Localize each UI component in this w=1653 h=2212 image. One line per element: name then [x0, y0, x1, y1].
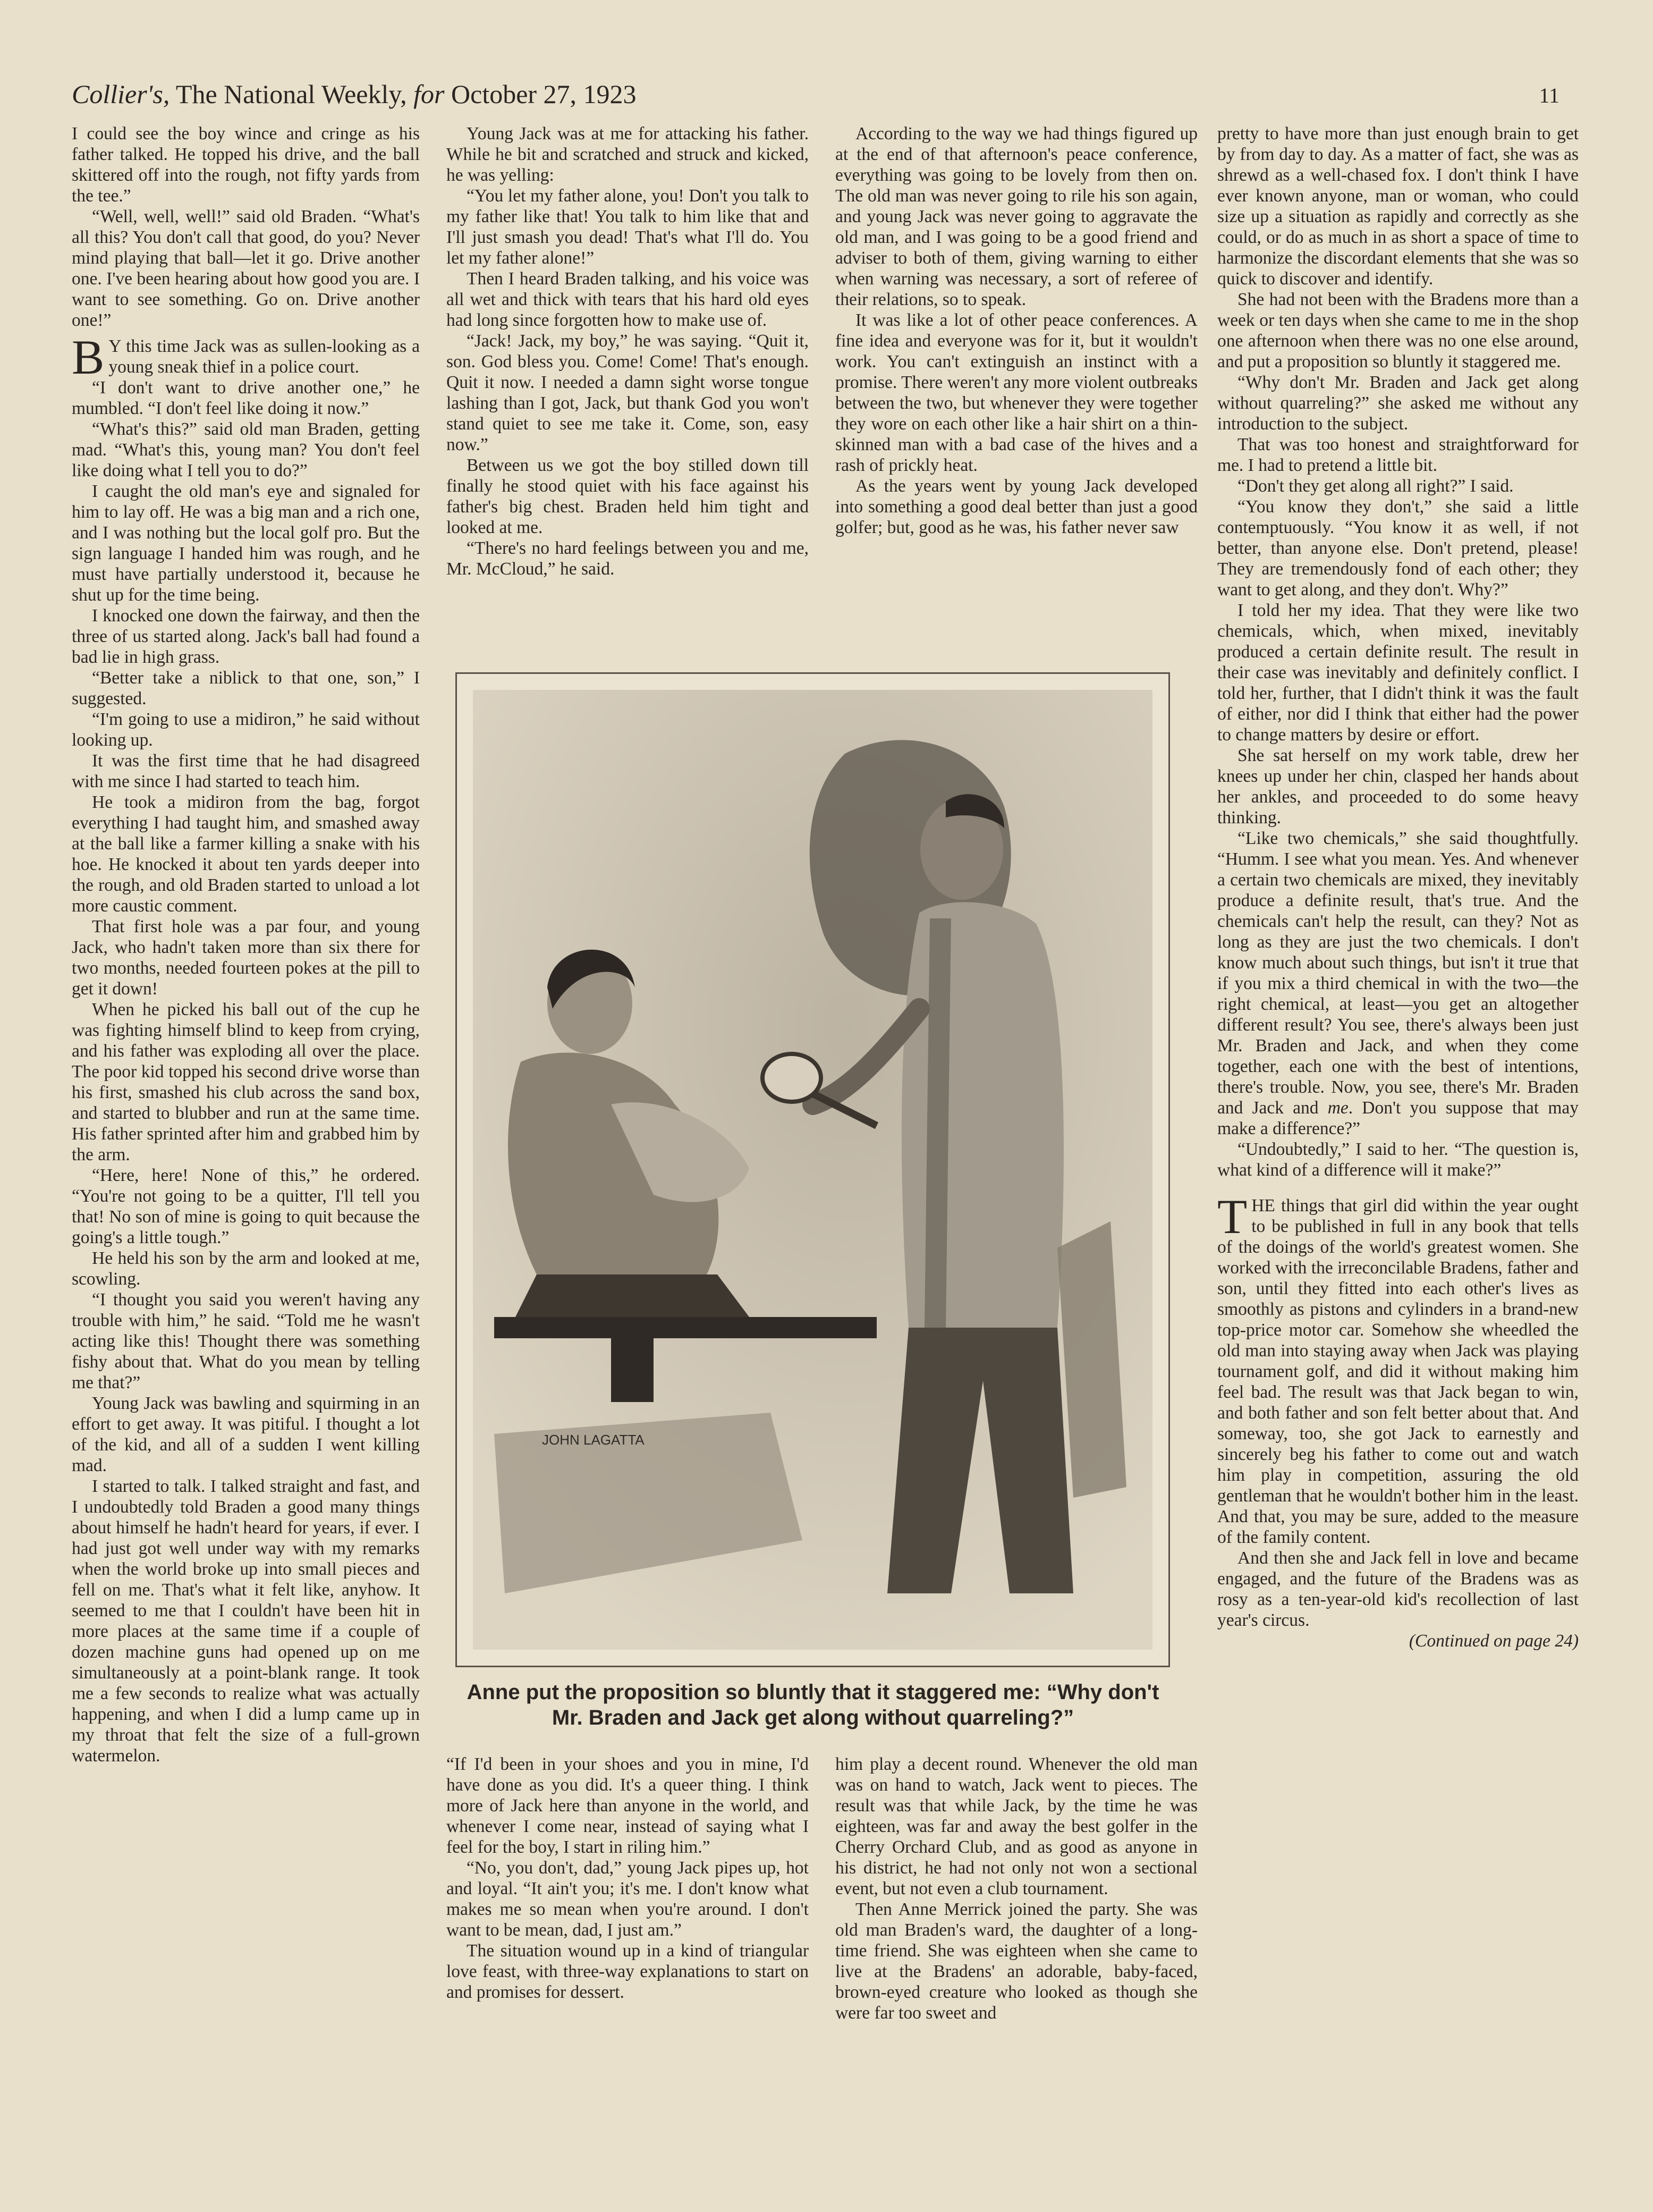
paragraph: Then I heard Braden talking, and his voice was all wet and thick with tears that his hard old eyes had long since forgotten how to make use of. [446, 269, 809, 330]
magazine-subtitle: The National Weekly, [169, 79, 414, 109]
paragraph: He held his son by the arm and looked at me, scowling. [72, 1248, 420, 1289]
paragraph-text: “Like two chemicals,” she said thoughtfully. “Humm. I see what you mean. Yes. And whenever a certain two chemicals are mixed, they inevitably produce a definite result, that's true. And the chemicals can't help the result, can they? Not as long as they are just the two chemicals. I don't know much about such things, but isn't it true that if you mix a third chemical in with the two—the right chemical, at least—you get an altogether different result? You see, there's always been just Mr. Braden and Jack, and when they come together, each one with the best of intentions, there's trouble. Now, you see, there's Mr. Braden and Jack and [1217, 829, 1579, 1118]
paragraph: Then Anne Merrick joined the party. She was old man Braden's ward, the daughter of a long-time friend. She was eighteen when she came to live at the Bradens' an adorable, baby-faced, brown-eyed creature who looked as though she were far too sweet and [835, 1899, 1198, 2023]
paragraph: It was the first time that he had disagreed with me since I had started to teach him. [72, 751, 420, 791]
magazine-title [72, 79, 637, 109]
bench-top [494, 1317, 877, 1338]
continued-note: (Continued on page 24) [1409, 1631, 1579, 1651]
paragraph: “Here, here! None of this,” he ordered. “You're not going to be a quitter, I'll tell you that! No son of mine is going to quit because the going's a little tough.” [72, 1166, 420, 1247]
paragraph: Young Jack was at me for attacking his father. While he bit and scratched and struck and kicked, he was yelling: [446, 124, 809, 185]
page-number: 11 [1539, 83, 1559, 107]
paragraph: That was too honest and straightforward for me. I had to pretend a little bit. [1217, 435, 1579, 475]
paragraph: “I'm going to use a midiron,” he said without looking up. [72, 710, 420, 750]
paragraph: “There's no hard feelings between you and me, Mr. McCloud,” he said. [446, 538, 809, 579]
paragraph-dropcap [1217, 1189, 1579, 1548]
paragraph: That first hole was a par four, and young Jack, who hadn't taken more than six there for two months, needed fourteen pokes at the pill to get it down! [72, 917, 420, 999]
paragraph: “What's this?” said old man Braden, getting mad. “What's this, young man? You don't feel like doing what I tell you to do?” [72, 419, 420, 480]
paragraph: He took a midiron from the bag, forgot everything I had taught him, and smashed away at the ball like a farmer killing a snake with his hoe. He knocked it about ten yards deeper into the rough, and old Braden started to unload a lot more caustic comment. [72, 792, 420, 916]
paragraph: I started to talk. I talked straight and fast, and I undoubtedly told Braden a good many things about himself he hadn't heard for years, if ever. I had just got well under way with my remarks when the world broke up into small pieces and fell on me. That's what it felt like, anyhow. It seemed to me that I couldn't have been hit in more places at the same time if a couple of dozen machine guns had opened up on me simultaneously at a point-blank range. It took me a few seconds to realize what was actually happening, and when I did a lump came up in my throat that felt the size of a full-grown watermelon. [72, 1476, 420, 1766]
column-1 [72, 123, 420, 2100]
club-face [762, 1054, 821, 1102]
paragraph: pretty to have more than just enough brain to get by from day to day. As a matter of fact, she was as shrewd as a well-chased fox. I don't think I have ever known anyone, man or woman, who could size up a situation as rapidly and correctly as she could, or do as much in as short a space of time to harmonize the discordant elements that she was so quick to discover and identify. [1217, 124, 1579, 289]
paragraph: “You let my father alone, you! Don't you talk to my father like that! You talk to him like that and I'll just smash you dead! That's what I'll do. You let my father alone!” [446, 186, 809, 268]
work-table [515, 1274, 749, 1317]
paragraph: “I don't want to drive another one,” he mumbled. “I don't feel like doing it now.” [72, 378, 420, 418]
paragraph: I could see the boy wince and cringe as his father talked. He topped his drive, and the ball skittered off into the rough, not fifty yards from the tee.” [72, 124, 420, 206]
italic-word: me [1327, 1098, 1349, 1118]
paragraph: When he picked his ball out of the cup he was fighting himself blind to keep from crying, and his father was exploding all over the place. The poor kid topped his second drive worse than his first, smashed his club across the sand box, and started to blubber and run at the same time. His father sprinted after him and grabbed him by the arm. [72, 1000, 420, 1164]
illustration-frame [455, 672, 1170, 1667]
for-word: for [413, 79, 445, 109]
paragraph: Young Jack was bawling and squirming in an effort to get away. It was pitiful. I thought a lot of the kid, and all of a sudden I went killing mad. [72, 1394, 420, 1475]
paragraph: I caught the old man's eye and signaled for him to lay off. He was a big man and a rich one, and I was nothing but the local golf pro. But the sign language I handed him was rough, and he must have partially understood it, because he shut up for the time being. [72, 482, 420, 605]
paragraph: “Jack! Jack, my boy,” he was saying. “Quit it, son. God bless you. Come! Come! That's enough. Quit it now. I needed a damn sight worse tongue lashing than I got, Jack, but thank God you won't stand quiet to see me take it. Come, son, easy now.” [446, 331, 809, 454]
column-2-bottom [446, 1754, 809, 2099]
magazine-name: Collier's, [72, 79, 170, 109]
paragraph-dropcap [72, 330, 420, 384]
column-4 [1217, 123, 1579, 2100]
paragraph: “Better take a niblick to that one, son,” I suggested. [72, 668, 420, 708]
paragraph: Between us we got the boy stilled down till finally he stood quiet with his face against his father's big chest. Braden held him tight and looked at me. [446, 455, 809, 537]
illustration-drawing [473, 690, 1152, 1650]
column-3-top [835, 123, 1198, 655]
paragraph: “You know they don't,” she said a little contemptuously. “You know it as well, if not better, than anyone else. Don't pretend, please! They are tremendously fond of each other; they want to get along, and they don't. Why?” [1217, 497, 1579, 600]
paragraph-text: . Don't you suppose that may make a difference?” [1217, 1098, 1579, 1138]
paragraph-text: HE things that girl did within the year ought to be published in full in any book that tells of the doings of the world's greatest women. She worked with the irreconcilable Bradens, father and son, until they fitted into each other's lives as smoothly as pistons and cylinders in a brand-new top-price motor car. Somehow she wheedled the old man into staying away when Jack was playing tournament golf, and did it without making him feel bad. The result was that Jack began to win, and both father and son felt better about that. And someway, too, she got Jack to earnestly and sincerely beg his father to come out and watch him play in competition, assuring the old gentleman that he wouldn't bother him in the least. And that, you may be sure, added to the measure of the family content. [1217, 1196, 1579, 1547]
paragraph: The situation wound up in a kind of triangular love feast, with three-way explanations to start on and promises for dessert. [446, 1941, 809, 2002]
paragraph: “Undoubtedly,” I said to her. “The question is, what kind of a difference will it make?” [1217, 1139, 1579, 1180]
paragraph: “No, you don't, dad,” young Jack pipes up, hot and loyal. “It ain't you; it's me. I don't know what makes me so mean when you're around. I don't want to be mean, dad, I just am.” [446, 1858, 809, 1940]
column-2-top [446, 123, 809, 655]
paragraph: him play a decent round. Whenever the old man was on hand to watch, Jack went to pieces. The result was that while Jack, by the time he was eighteen, was far and away the best golfer in the Cherry Orchard Club, and as good as anyone in his district, he had not only not won a sectional event, but not even a club tournament. [835, 1754, 1198, 1898]
vise [611, 1338, 654, 1402]
paragraph: I knocked one down the fairway, and then the three of us started along. Jack's ball had found a bad lie in high grass. [72, 606, 420, 667]
paragraph: “Why don't Mr. Braden and Jack get along without quarreling?” she asked me without any introduction to the subject. [1217, 373, 1579, 434]
artist-signature: JOHN LAGATTA [542, 1432, 645, 1448]
paragraph: “I thought you said you weren't having any trouble with him,” he said. “Told me he wasn't acting like this! Thought there was something fishy about that. What do you mean by telling me that?” [72, 1290, 420, 1392]
drop-cap-letter: T [1217, 1189, 1248, 1244]
paragraph: As the years went by young Jack developed into something a good deal better than just a good golfer; but, good as he was, his father never saw [835, 476, 1198, 537]
paragraph [1217, 828, 1579, 1139]
paragraph: And then she and Jack fell in love and became engaged, and the future of the Bradens was as rosy as a ten-year-old kid's recollection of last year's circus. [1217, 1548, 1579, 1630]
column-3-bottom [835, 1754, 1198, 2099]
paragraph-text: Y this time Jack was as sullen-looking as a young sneak thief in a police court. [108, 336, 420, 377]
paragraph: She had not been with the Bradens more than a week or ten days when she came to me in the shop one afternoon when there was no one else around, and put a proposition so bluntly it staggered me. [1217, 290, 1579, 372]
illustration-caption: Anne put the proposition so bluntly that it staggered me: “Why don't Mr. Braden and Jack get along without quarreling?” [467, 1681, 1159, 1729]
paragraph: She sat herself on my work table, drew her knees up under her chin, clasped her hands about her ankles, and proceeded to do some heavy thinking. [1217, 746, 1579, 828]
drop-cap-letter: B [72, 330, 105, 384]
paragraph: According to the way we had things figured up at the end of that afternoon's peace conference, everything was going to be lovely from then on. The old man was never going to rile his son again, and young Jack was never going to aggravate the old man, and I was going to be a good friend and adviser to both of them, giving warning to either when warning was necessary, a sort of referee of their relations, so to speak. [835, 124, 1198, 309]
issue-date: October 27, 1923 [444, 79, 637, 109]
paragraph: “Don't they get along all right?” I said. [1237, 476, 1514, 496]
paragraph: It was like a lot of other peace conferences. A fine idea and everyone was for it, but it wouldn't work. You can't extinguish an instinct with a promise. There weren't any more violent outbreaks between the two, but whenever they were together they wore on each other like a hair shirt on a thin-skinned man with a bad case of the hives and a rash of prickly heat. [835, 310, 1198, 475]
paragraph: “If I'd been in your shoes and you in mine, I'd have done as you did. It's a queer thing. I think more of Jack here than anyone in the world, and whenever I come near, instead of saying what I feel for the boy, I start in riling him.” [446, 1754, 809, 1857]
paragraph: I told her my idea. That they were like two chemicals, which, when mixed, inevitably produced a certain definite result. The result in their case was inevitably and definitely conflict. I told her, further, that I didn't think it was the fault of either, nor did I think that either had the power to change matters by desire or effort. [1217, 601, 1579, 745]
running-header [72, 79, 1559, 117]
paragraph: “Well, well, well!” said old Braden. “What's all this? You don't call that good, do you? Never mind playing that ball—let it go. Drive another one. I've been hearing about how good you are. I want to see something. Go on. Drive another one!” [72, 207, 420, 330]
